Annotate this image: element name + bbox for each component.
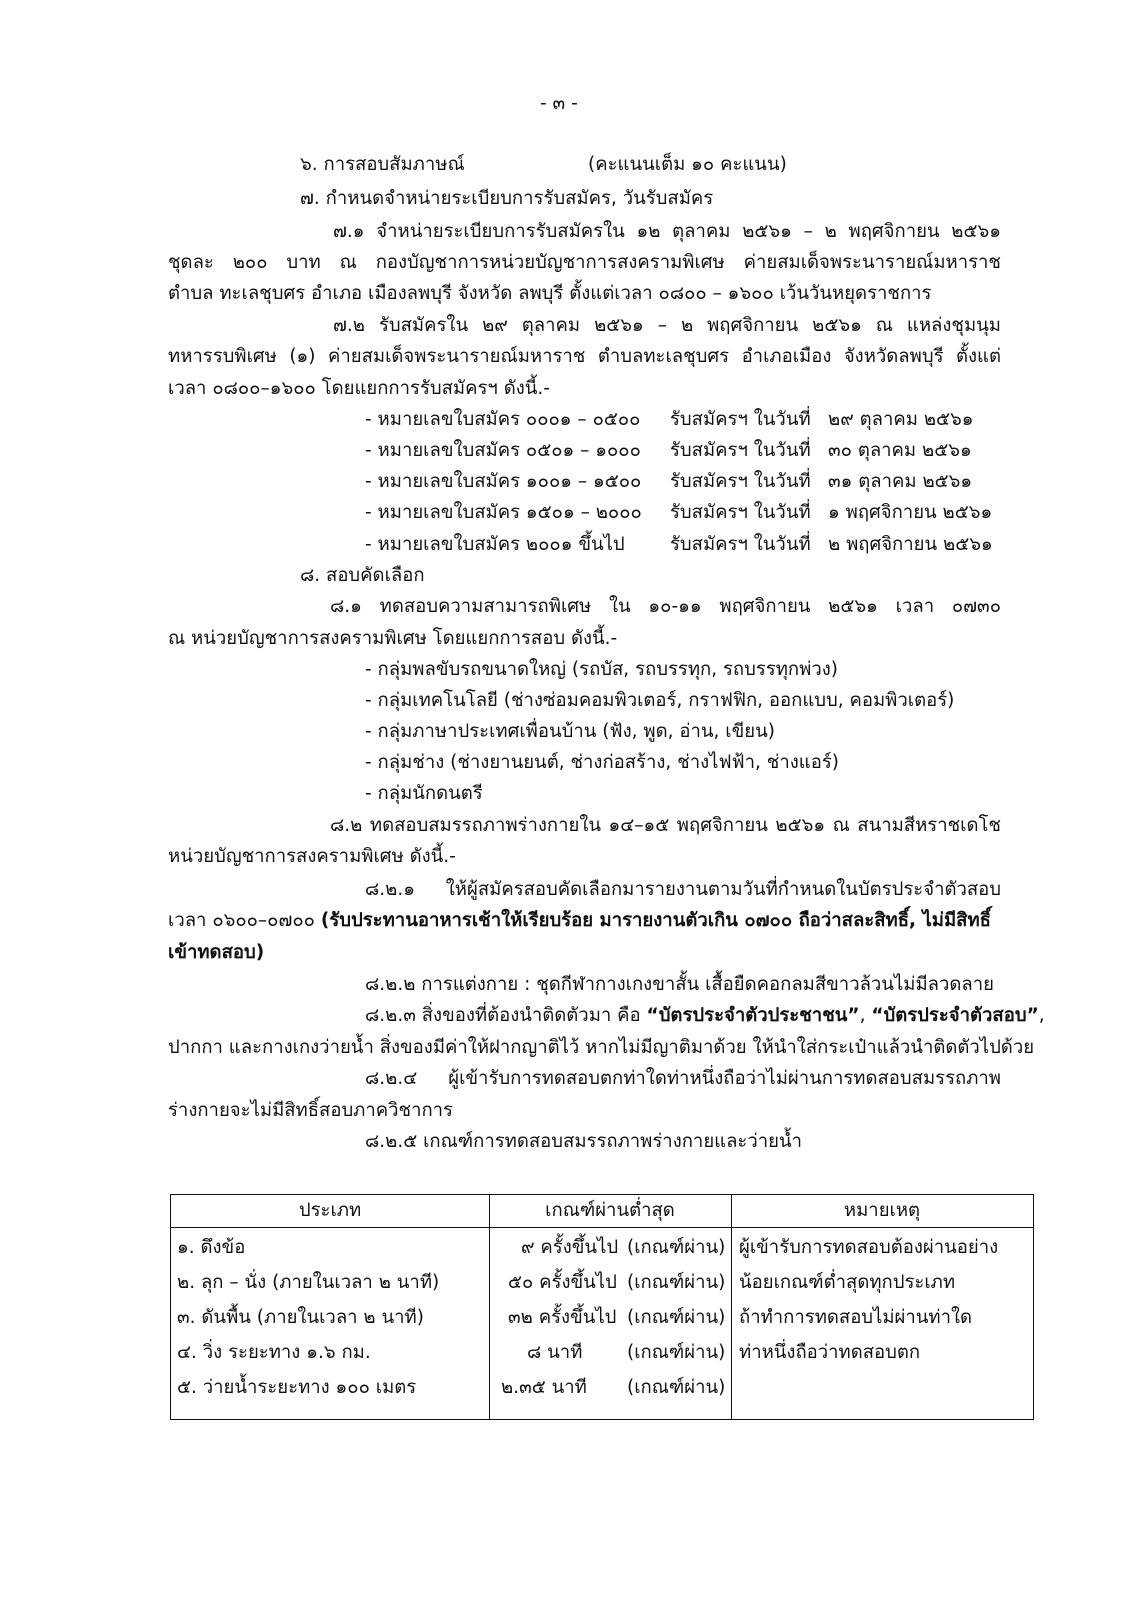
item8-2-1-time: เวลา ๐๖๐๐–๐๗๐๐ xyxy=(168,910,321,931)
item8-2-3-text: ๘.๒.๓ สิ่งของที่ต้องนำติดตัวมา คือ xyxy=(365,1005,647,1026)
item8-2-line1: ๘.๒ ทดสอบสมรรถภาพร่างกายใน ๑๔–๑๕ พฤศจิกายน ๒๕๖๑ ณ สนามสีหราชเดโช xyxy=(330,815,1001,836)
table-row-min: ๓๒ ครั้งขึ้นไป xyxy=(508,1307,617,1328)
schedule-range: - หมายเลขใบสมัคร ๒๐๐๑ ขึ้นไป xyxy=(365,534,625,555)
item8-2-3-sep: , xyxy=(859,1005,872,1026)
item8-2-3-end: , xyxy=(1038,1005,1045,1026)
schedule-date: ๑ พฤศจิกายน ๒๕๖๑ xyxy=(828,502,993,523)
table-row-type: ๔. วิ่ง ระยะทาง ๑.๖ กม. xyxy=(177,1342,371,1363)
table-row-tag: (เกณฑ์ผ่าน) xyxy=(627,1307,726,1328)
table-divider xyxy=(489,1195,490,1419)
table-divider xyxy=(731,1195,732,1419)
table-row-tag: (เกณฑ์ผ่าน) xyxy=(627,1237,726,1258)
item7-2-line3: เวลา ๐๘๐๐–๑๖๐๐ โดยแยกการรับสมัครฯ ดังนี้.- xyxy=(168,378,550,399)
schedule-date: ๒ พฤศจิกายน ๒๕๖๑ xyxy=(828,534,993,555)
group-item: - กลุ่มเทคโนโลยี (ช่างซ่อมคอมพิวเตอร์, กราฟฟิก, ออกแบบ, คอมพิวเตอร์) xyxy=(365,690,955,711)
schedule-range: - หมายเลขใบสมัคร ๐๕๐๑ – ๑๐๐๐ xyxy=(365,440,641,461)
item8-2-4-line1: ๘.๒.๔ ผู้เข้ารับการทดสอบตกท่าใดท่าหนึ่งถือว่าไม่ผ่านการทดสอบสมรรถภาพ xyxy=(365,1068,1001,1089)
item6-label: ๖. การสอบสัมภาษณ์ xyxy=(300,154,465,175)
item6-score: (คะแนนเต็ม ๑๐ คะแนน) xyxy=(588,154,787,175)
table-note-line: น้อยเกณฑ์ต่ำสุดทุกประเภท xyxy=(739,1272,956,1293)
schedule-accept: รับสมัครฯ ในวันที่ xyxy=(670,534,811,555)
table-row-type: ๓. ดันพื้น (ภายในเวลา ๒ นาที) xyxy=(177,1307,424,1328)
group-item: - กลุ่มช่าง (ช่างยานยนต์, ช่างก่อสร้าง, ช่างไฟฟ้า, ช่างแอร์) xyxy=(365,752,839,773)
table-row-min: ๘ นาที xyxy=(527,1342,583,1363)
schedule-date: ๓๐ ตุลาคม ๒๕๖๑ xyxy=(828,440,972,461)
schedule-range: - หมายเลขใบสมัคร ๐๐๐๑ – ๐๕๐๐ xyxy=(365,409,641,430)
table-row-min: ๒.๓๕ นาที xyxy=(501,1377,587,1398)
item8-2-1-warning: (รับประทานอาหารเช้าให้เรียบร้อย มารายงานตัวเกิน ๐๗๐๐ ถือว่าสละสิทธิ์, ไม่มีสิทธิ์ xyxy=(320,910,991,931)
item8-2-4-line2: ร่างกายจะไม่มีสิทธิ์สอบภาควิชาการ xyxy=(168,1100,453,1121)
schedule-date: ๒๙ ตุลาคม ๒๕๖๑ xyxy=(828,409,974,430)
table-header-type: ประเภท xyxy=(298,1200,362,1221)
table-row-tag: (เกณฑ์ผ่าน) xyxy=(627,1377,726,1398)
table-header-min: เกณฑ์ผ่านต่ำสุด xyxy=(545,1200,675,1221)
table-row-min: ๙ ครั้งขึ้นไป xyxy=(521,1237,619,1258)
item7-title: ๗. กำหนดจำหน่ายระเบียบการรับสมัคร, วันรับสมัคร xyxy=(300,188,714,209)
item8-2-5: ๘.๒.๕ เกณฑ์การทดสอบสมรรถภาพร่างกายและว่ายน้ำ xyxy=(365,1131,803,1152)
table-row-tag: (เกณฑ์ผ่าน) xyxy=(627,1272,726,1293)
schedule-accept: รับสมัครฯ ในวันที่ xyxy=(670,502,811,523)
group-item: - กลุ่มนักดนตรี xyxy=(365,783,483,804)
group-item: - กลุ่มภาษาประเทศเพื่อนบ้าน (ฟัง, พูด, อ่าน, เขียน) xyxy=(365,721,775,742)
item8-2-3-line2: ปากกา และกางเกงว่ายน้ำ สิ่งของมีค่าให้ฝากญาติไว้ หากไม่มีญาติมาด้วย ให้นำใส่กระเป๋าแล้วนำติดตัวไปด้วย xyxy=(168,1037,1035,1058)
schedule-range: - หมายเลขใบสมัคร ๑๐๐๑ – ๑๕๐๐ xyxy=(365,471,642,492)
item8-1-line1: ๘.๑ ทดสอบความสามารถพิเศษ ใน ๑๐-๑๑ พฤศจิกายน ๒๕๖๑ เวลา ๐๗๓๐ xyxy=(330,596,1001,617)
table-row-type: ๒. ลุก – นั่ง (ภายในเวลา ๒ นาที) xyxy=(177,1272,440,1293)
table-row-type: ๕. ว่ายน้ำระยะทาง ๑๐๐ เมตร xyxy=(177,1377,417,1398)
schedule-accept: รับสมัครฯ ในวันที่ xyxy=(670,471,811,492)
page-number: - ๓ - xyxy=(540,93,578,114)
table-row-type: ๑. ดึงข้อ xyxy=(177,1237,246,1258)
item7-1-line3: ตำบล ทะเลชุบศร อำเภอ เมืองลพบุรี จังหวัด ลพบุรี ตั้งแต่เวลา ๐๘๐๐ – ๑๖๐๐ เว้นวันหยุดราชการ xyxy=(168,283,932,304)
item8-2-3-examcard: “บัตรประจำตัวสอบ” xyxy=(871,1005,1039,1026)
item7-1-line2: ชุดละ ๒๐๐ บาท ณ กองบัญชาการหน่วยบัญชาการสงครามพิเศษ ค่ายสมเด็จพระนารายณ์มหาราช xyxy=(168,252,1001,273)
item7-2-line2: ทหารรบพิเศษ (๑) ค่ายสมเด็จพระนารายณ์มหาราช ตำบลทะเลชุบศร อำเภอเมือง จังหวัดลพบุรี ตั้งแต่ xyxy=(168,346,1001,367)
item8-2-3-line1 xyxy=(365,1003,1045,1029)
schedule-range: - หมายเลขใบสมัคร ๑๕๐๑ – ๒๐๐๐ xyxy=(365,502,642,523)
table-note-line: ถ้าทำการทดสอบไม่ผ่านท่าใด xyxy=(739,1307,973,1328)
fitness-criteria-table xyxy=(170,1194,1034,1420)
table-note-line: ท่าหนึ่งถือว่าทดสอบตก xyxy=(739,1342,921,1363)
table-note-line: ผู้เข้ารับการทดสอบต้องผ่านอย่าง xyxy=(739,1237,999,1258)
group-item: - กลุ่มพลขับรถขนาดใหญ่ (รถบัส, รถบรรทุก, รถบรรทุกพ่วง) xyxy=(365,659,838,680)
schedule-accept: รับสมัครฯ ในวันที่ xyxy=(670,440,811,461)
item8-2-1-line2 xyxy=(168,908,991,934)
item8-2-3-idcard: “บัตรประจำตัวประชาชน” xyxy=(646,1005,860,1026)
item8-1-line2: ณ หน่วยบัญชาการสงครามพิเศษ โดยแยกการสอบ ดังนี้.- xyxy=(168,628,618,649)
schedule-date: ๓๑ ตุลาคม ๒๕๖๑ xyxy=(828,471,973,492)
item8-title: ๘. สอบคัดเลือก xyxy=(300,565,425,586)
table-row-min: ๕๐ ครั้งขึ้นไป xyxy=(508,1272,617,1293)
item8-2-line2: หน่วยบัญชาการสงครามพิเศษ ดังนี้.- xyxy=(168,846,456,867)
table-divider xyxy=(171,1227,1033,1228)
table-row-tag: (เกณฑ์ผ่าน) xyxy=(627,1342,726,1363)
table-header-note: หมายเหตุ xyxy=(843,1200,921,1221)
item7-1-line1: ๗.๑ จำหน่ายระเบียบการรับสมัครใน ๑๒ ตุลาคม ๒๕๖๑ – ๒ พฤศจิกายน ๒๕๖๑ xyxy=(333,221,1001,242)
item7-2-line1: ๗.๒ รับสมัครใน ๒๙ ตุลาคม ๒๕๖๑ – ๒ พฤศจิกายน ๒๕๖๑ ณ แหล่งชุมนุม xyxy=(333,315,1001,336)
item8-2-1-line1: ๘.๒.๑ ให้ผู้สมัครสอบคัดเลือกมารายงานตามวันที่กำหนดในบัตรประจำตัวสอบ xyxy=(365,879,1001,900)
item8-2-1-line3: เข้าทดสอบ) xyxy=(168,942,265,963)
schedule-accept: รับสมัครฯ ในวันที่ xyxy=(670,409,811,430)
item8-2-2: ๘.๒.๒ การแต่งกาย : ชุดกีฬากางเกงขาสั้น เสื้อยืดคอกลมสีขาวล้วนไม่มีลวดลาย xyxy=(365,974,994,995)
